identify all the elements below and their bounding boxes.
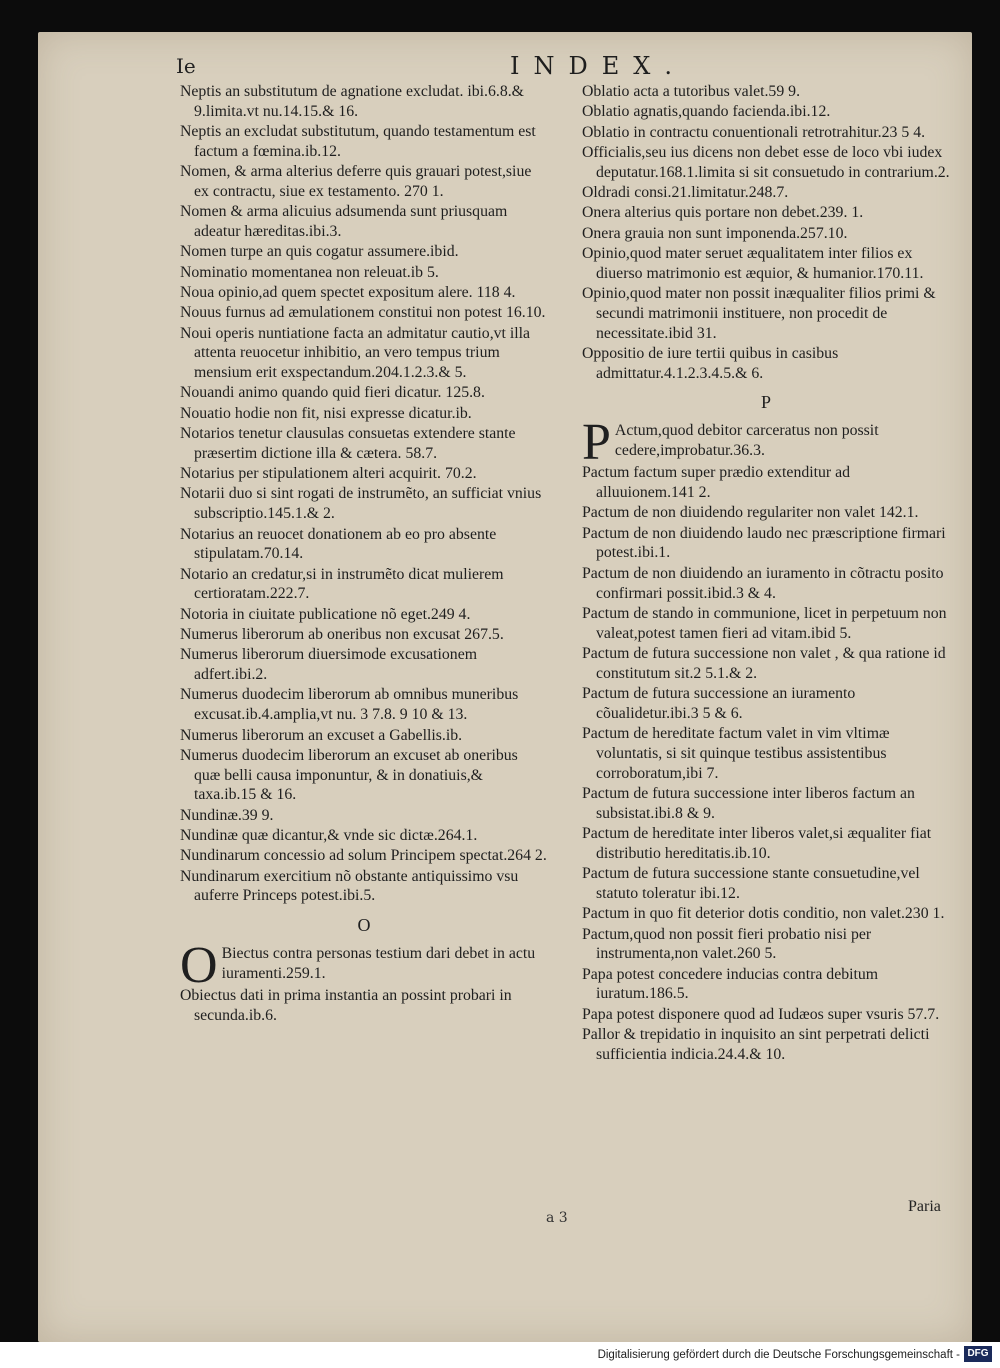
index-entry: Pactum de futura successione non valet , & qua ratione id constitutum sit.2 5.1.& 2. [582, 644, 946, 682]
index-entry: Pactum factum super prædio extenditur ad alluuionem.141 2. [582, 464, 851, 502]
index-entry: Notarius an reuocet donationem ab eo pro absente stipulatam.70.14. [180, 525, 497, 563]
index-entry: Oblatio in contractu conuentionali retrotrahitur.23 5 4. [582, 123, 926, 141]
dropcap-o: O [180, 936, 218, 994]
dropcap-p: P [582, 414, 611, 472]
left-column [180, 82, 548, 1026]
section-p-first-text: Actum,quod debitor carceratus non possit cedere,improbatur.36.3. [614, 422, 879, 460]
section-letter-o: O [357, 915, 371, 936]
section-p-first-entry [582, 414, 950, 472]
index-entry: Papa potest concedere inducias contra debitum iuratum.186.5. [582, 965, 879, 1003]
digitization-credit: Digitalisierung gefördert durch die Deutsche Forschungsgemeinschaft - [597, 1349, 960, 1361]
index-entry: Numerus liberorum diuersimode excusationem adfert.ibi.2. [180, 646, 477, 684]
index-entry: Nominatio momentanea non releuat.ib 5. [180, 263, 439, 281]
section-o-first-text: Biectus contra personas testium dari debet in actu iuramenti.259.1. [221, 944, 536, 982]
left-entries [180, 82, 548, 906]
section-o-first-entry [180, 936, 548, 994]
index-entry: Nundinæ quæ dicantur,& vnde sic dictæ.264.1. [180, 826, 478, 844]
index-entry: Onera grauia non sunt imponenda.257.10. [582, 224, 848, 242]
dfg-logo-icon: DFG [964, 1346, 992, 1362]
index-entry: Pactum in quo fit deterior dotis conditio, non valet.230 1. [582, 905, 945, 923]
index-entry: Oblatio acta a tutoribus valet.59 9. [582, 83, 801, 100]
index-entry: Notario an credatur,si in instrumẽto dicat mulierem certioratam.222.7. [180, 565, 504, 603]
right-column [582, 82, 950, 1065]
index-entry: Pactum,quod non possit fieri probatio nisi per instrumenta,non valet.260 5. [582, 925, 872, 963]
index-entry: Neptis an excludat substitutum, quando testamentum est factum a fœmina.ib.12. [180, 123, 536, 160]
index-entry: Pactum de non diuidendo laudo nec præscriptione firmari potest.ibi.1. [582, 524, 946, 562]
index-entry: Officialis,seu ius dicens non debet esse de loco vbi iudex deputatur.168.1.limita si sit consuetudo in contrarium.2. [582, 143, 950, 181]
index-entry: Notarii duo si sint rogati de instrumẽto, an sufficiat vnius subscriptio.145.1.& 2. [180, 485, 542, 523]
section-p-entries [582, 463, 950, 1064]
index-entry: Nouandi animo quando quid fieri dicatur. 125.8. [180, 384, 485, 402]
index-entry: Pactum de futura successione stante consuetudine,vel statuto toleratur ibi.12. [582, 865, 920, 902]
index-entry: Nomen turpe an quis cogatur assumere.ibid. [180, 243, 459, 261]
index-entry: Nundinarum exercitium nõ obstante antiquissimo vsu auferre Princeps potest.ibi.5. [180, 867, 519, 905]
section-letter-p: P [760, 392, 771, 413]
signature-mark: a 3 [546, 1210, 568, 1226]
index-entry: Pactum de futura successione an iuramento cõualidetur.ibi.3 5 & 6. [582, 685, 856, 722]
index-entry: Oblatio agnatis,quando facienda.ibi.12. [582, 103, 831, 121]
index-entry: Pactum de hereditate factum valet in vim vltimæ voluntatis, si sit quinque testibus assistentibus corroboratum,ibi 7. [582, 725, 890, 782]
page-number: Ie [176, 54, 196, 78]
index-entry: Oppositio de iure tertii quibus in casibus admittatur.4.1.2.3.4.5.& 6. [582, 344, 839, 382]
index-entry: Pallor & trepidatio in inquisito an sint perpetrati delicti sufficientia indicia.24.4.& 10. [582, 1026, 930, 1063]
index-entry: Numerus liberorum an excuset a Gabellis.ib. [180, 726, 463, 744]
index-entry: Pactum de non diuidendo regulariter non valet 142.1. [582, 504, 919, 522]
index-entry: Neptis an substitutum de agnatione excludat. ibi.6.8.& 9.limita.vt nu.14.15.& 16. [180, 83, 524, 120]
index-entry: Papa potest disponere quod ad Iudæos super vsuris 57.7. [582, 1005, 940, 1023]
index-entry: Pactum de futura successione inter liberos factum an subsistat.ibi.8 & 9. [582, 785, 915, 822]
index-entry: Oldradi consi.21.limitatur.248.7. [582, 183, 789, 201]
index-entry: Pactum de stando in communione, licet in perpetuum non valeat,potest tamen fieri ad vitam.ibid 5. [582, 604, 947, 642]
catchword: Paria [908, 1198, 941, 1215]
index-entry: Nouatio hodie non fit, nisi expresse dicatur.ib. [180, 404, 472, 422]
index-entry: Nouus furnus ad æmulationem constitui non potest 16.10. [180, 304, 546, 322]
index-entry: Onera alterius quis portare non debet.239. 1. [582, 204, 864, 222]
index-entry: Nundinarum concessio ad solum Principem spectat.264 2. [180, 847, 547, 865]
section-o-entries [180, 986, 548, 1026]
index-entry: Nomen & arma alicuius adsumenda sunt priusquam adeatur hæreditas.ibi.3. [180, 203, 508, 241]
right-entries [582, 82, 950, 383]
index-entry: Obiectus dati in prima instantia an possint probari in secunda.ib.6. [180, 986, 512, 1024]
index-entry: Opinio,quod mater seruet æqualitatem inter filios ex diuerso matrimonio est æquior, & humanior.170.11. [582, 244, 924, 282]
index-entry: Notoria in ciuitate publicatione nõ eget.249 4. [180, 605, 471, 623]
index-entry: Nundinæ.39 9. [180, 806, 274, 824]
index-entry: Pactum de hereditate inter liberos valet,si æqualiter fiat distributio hereditatis.ib.10. [582, 825, 932, 862]
index-entry: Numerus liberorum ab oneribus non excusat 267.5. [180, 626, 504, 644]
running-title: INDEX. [510, 52, 686, 80]
index-entry: Opinio,quod mater non possit inæqualiter filios primi & secundi matrimonii instituere, non procedit de necessitate.ibid 31. [582, 284, 936, 342]
index-entry: Noui operis nuntiatione facta an admitatur cautio,vt illa attenta reuocetur inhibitio, an vero tempus trium mensium erit exspectandum.204.1.2.3.& 5. [180, 324, 531, 382]
index-entry: Noua opinio,ad quem spectet expositum alere. 118 4. [180, 283, 516, 301]
index-entry: Numerus duodecim liberorum ab omnibus muneribus excusat.ib.4.amplia,vt nu. 3 7.8. 9 10 & 13. [180, 686, 519, 724]
index-entry: Notarius per stipulationem alteri acquirit. 70.2. [180, 465, 477, 483]
index-entry: Numerus duodecim liberorum an excuset ab oneribus quæ belli causa imponuntur, & in donatiuis,& taxa.ib.15 & 16. [180, 746, 518, 804]
index-entry: Pactum de non diuidendo an iuramento in cõtractu posito confirmari possit.ibid.3 & 4. [582, 564, 944, 602]
index-entry: Notarios tenetur clausulas consuetas extendere stante præsertim dictione illa & cætera. 58.7. [180, 425, 516, 462]
index-entry: Nomen, & arma alterius deferre quis grauari potest,siue ex contractu, siue ex testamento. 270 1. [180, 163, 532, 200]
